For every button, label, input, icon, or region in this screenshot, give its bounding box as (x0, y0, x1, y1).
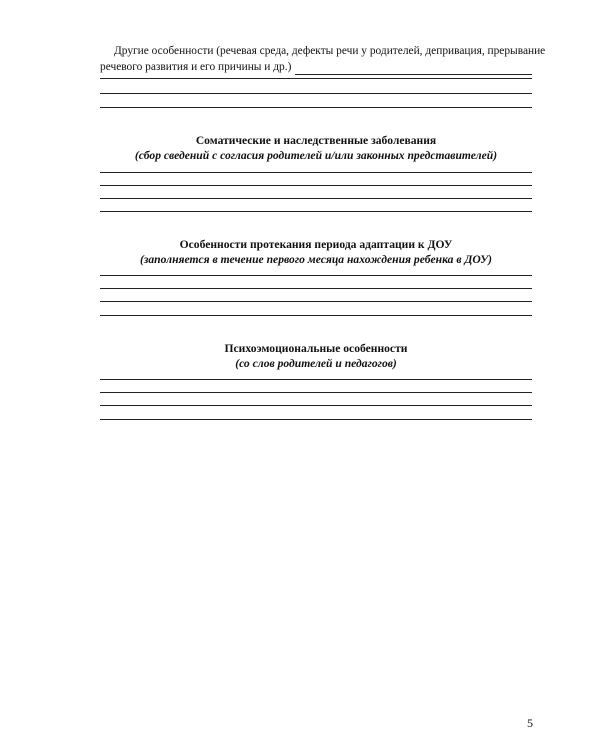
section-subtitle: (сбор сведений с согласия родителей и/или законных представителей) (134, 149, 498, 162)
answer-line[interactable] (100, 185, 532, 186)
section-subtitle: (заполняется в течение первого месяца нахождения ребенка в ДОУ) (139, 253, 492, 266)
section-title: Соматические и наследственные заболевания (195, 134, 437, 147)
answer-blank-inline[interactable] (295, 62, 532, 75)
answer-line[interactable] (100, 78, 532, 79)
answer-line[interactable] (100, 405, 532, 406)
answer-line[interactable] (100, 315, 532, 316)
section-title: Психоэмоциональные особенности (224, 342, 408, 355)
section-subtitle: (со слов родителей и педагогов) (235, 357, 397, 370)
answer-line[interactable] (100, 301, 532, 302)
answer-line[interactable] (100, 211, 532, 212)
other-features-line-1: Другие особенности (речевая среда, дефекты речи у родителей, депривация, прерывание (114, 45, 546, 57)
answer-line[interactable] (100, 419, 532, 420)
section-title: Особенности протекания периода адаптации к ДОУ (179, 238, 453, 251)
answer-line[interactable] (100, 288, 532, 289)
page-number: 5 (527, 716, 533, 730)
section-adaptation-heading (100, 237, 532, 267)
answer-line[interactable] (100, 198, 532, 199)
answer-line[interactable] (100, 93, 532, 94)
other-features-line-2: речевого развития и его причины и др.) (100, 61, 292, 73)
other-features-paragraph (100, 43, 546, 75)
section-somatic-heading (100, 133, 532, 163)
answer-line[interactable] (100, 275, 532, 276)
section-psychoemotional-heading (100, 341, 532, 371)
answer-line[interactable] (100, 107, 532, 108)
answer-line[interactable] (100, 172, 532, 173)
answer-line[interactable] (100, 392, 532, 393)
other-features-line-2-row (100, 59, 532, 75)
answer-line[interactable] (100, 379, 532, 380)
